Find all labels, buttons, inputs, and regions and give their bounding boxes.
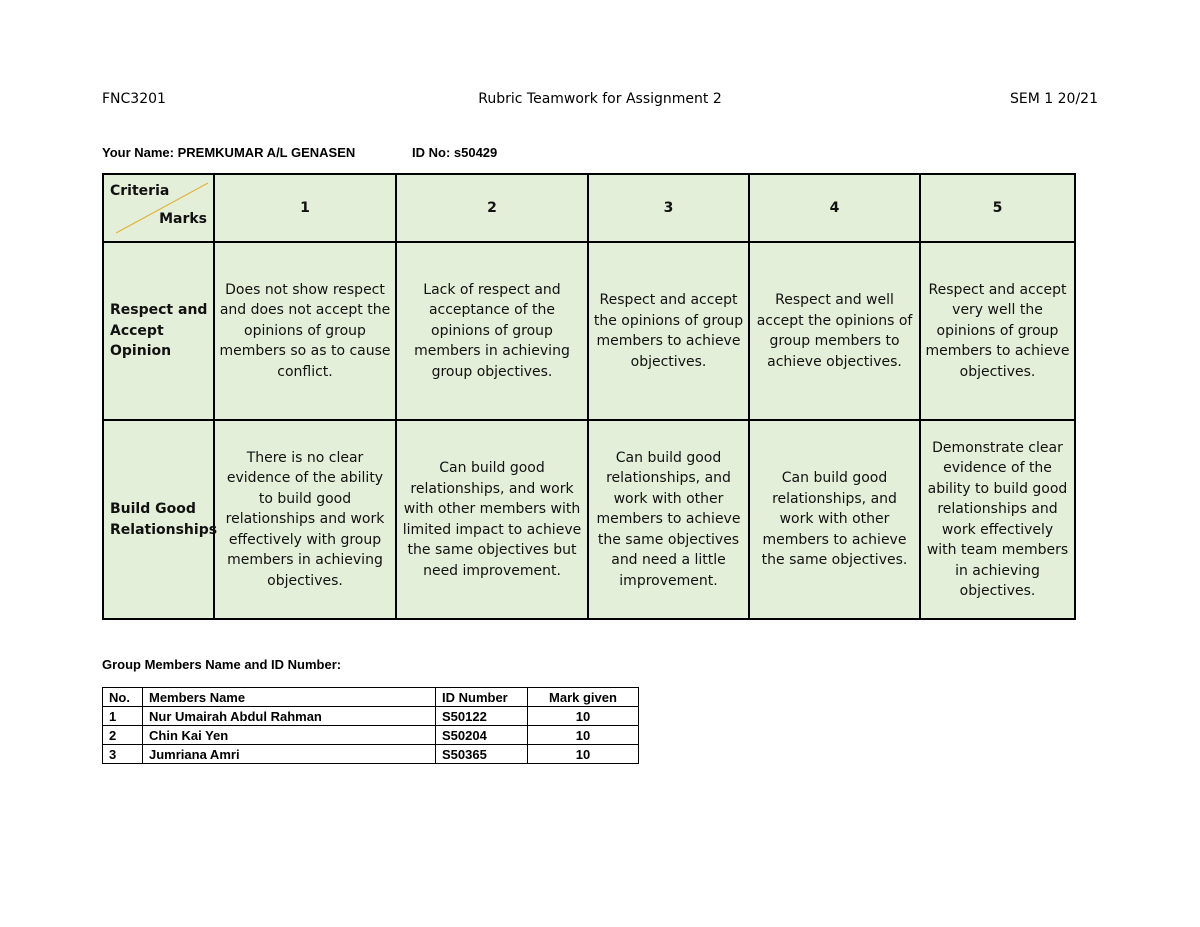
col-header: No.: [103, 688, 143, 707]
rubric-table: [102, 173, 1076, 620]
student-info: [102, 145, 498, 160]
marks-label: Marks: [159, 210, 207, 227]
mark-header: 5: [920, 174, 1075, 242]
rubric-header-row: [103, 174, 1075, 242]
rubric-cell: There is no clear evidence of the ability to build good relationships and work effectively with group members in achieving objectives.: [214, 420, 396, 619]
col-header: ID Number: [436, 688, 528, 707]
rubric-cell: Can build good relationships, and work with other members with limited impact to achieve the same objectives but need improvement.: [396, 420, 588, 619]
member-mark: 10: [528, 745, 639, 764]
col-header: Mark given: [528, 688, 639, 707]
criterion-label: Build Good Relationships: [103, 420, 214, 619]
course-code: FNC3201: [102, 91, 166, 107]
criterion-label: Respect and Accept Opinion: [103, 242, 214, 420]
mark-header: 3: [588, 174, 749, 242]
member-id: S50365: [436, 745, 528, 764]
document-title: Rubric Teamwork for Assignment 2: [478, 91, 722, 107]
mark-header: 4: [749, 174, 920, 242]
members-header-row: [103, 688, 639, 707]
group-members-title: Group Members Name and ID Number:: [102, 657, 342, 672]
rubric-row-relationships: [103, 420, 1075, 619]
member-no: 2: [103, 726, 143, 745]
col-header: Members Name: [143, 688, 436, 707]
member-id: S50122: [436, 707, 528, 726]
rubric-cell: Can build good relationships, and work with other members to achieve the same objectives and need a little improvement.: [588, 420, 749, 619]
rubric-cell: Respect and accept the opinions of group members to achieve objectives.: [588, 242, 749, 420]
student-id: ID No: s50429: [412, 145, 498, 160]
rubric-cell: Respect and accept very well the opinions of group members to achieve objectives.: [920, 242, 1075, 420]
rubric-cell: Demonstrate clear evidence of the ability to build good relationships and work effectively with team members in achieving objectives.: [920, 420, 1075, 619]
rubric-cell: Lack of respect and acceptance of the opinions of group members in achieving group objectives.: [396, 242, 588, 420]
member-mark: 10: [528, 707, 639, 726]
page-header: [102, 91, 1098, 111]
table-row: [103, 745, 639, 764]
table-row: [103, 726, 639, 745]
rubric-row-respect: [103, 242, 1075, 420]
student-name: Your Name: PREMKUMAR A/L GENASEN: [102, 145, 356, 160]
rubric-cell: Respect and well accept the opinions of group members to achieve objectives.: [749, 242, 920, 420]
members-table: [102, 687, 639, 764]
member-no: 1: [103, 707, 143, 726]
member-name: Jumriana Amri: [143, 745, 436, 764]
member-name: Nur Umairah Abdul Rahman: [143, 707, 436, 726]
member-no: 3: [103, 745, 143, 764]
table-row: [103, 707, 639, 726]
mark-header: 1: [214, 174, 396, 242]
semester-label: SEM 1 20/21: [1010, 91, 1098, 107]
member-mark: 10: [528, 726, 639, 745]
rubric-cell: Can build good relationships, and work with other members to achieve the same objectives.: [749, 420, 920, 619]
criteria-marks-corner: [103, 174, 214, 242]
member-name: Chin Kai Yen: [143, 726, 436, 745]
criteria-label: Criteria: [110, 183, 170, 199]
member-id: S50204: [436, 726, 528, 745]
mark-header: 2: [396, 174, 588, 242]
rubric-cell: Does not show respect and does not accept the opinions of group members so as to cause conflict.: [214, 242, 396, 420]
